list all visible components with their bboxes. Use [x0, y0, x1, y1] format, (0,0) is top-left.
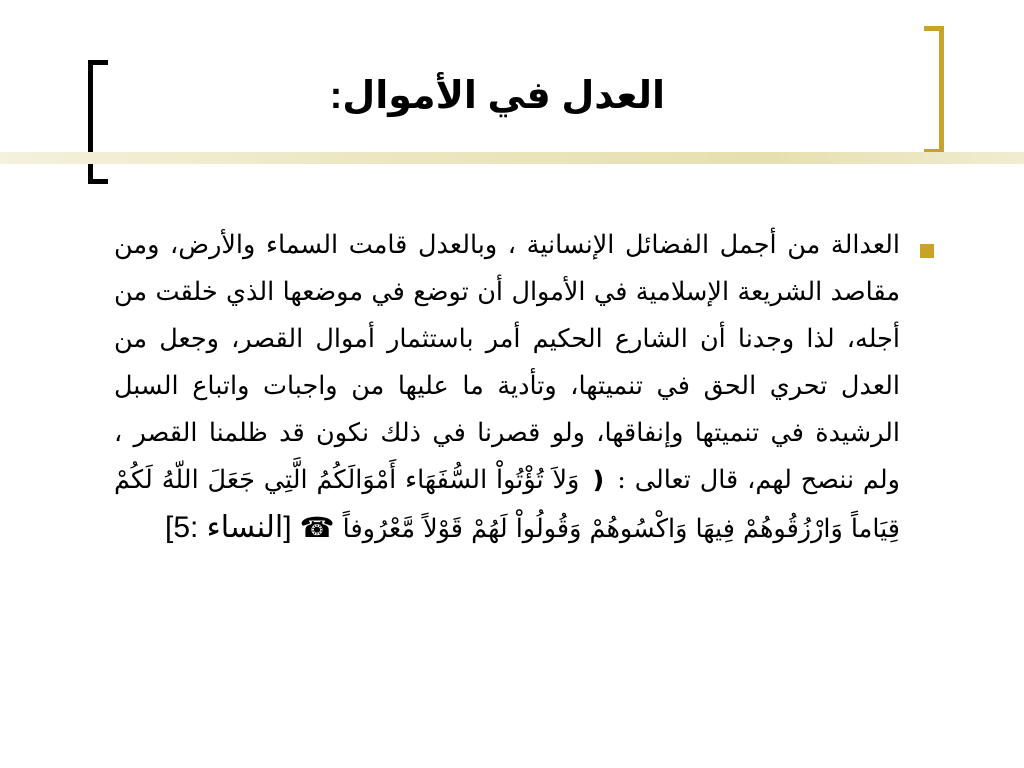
- telephone-icon: ☎: [299, 511, 335, 544]
- title-divider: [0, 152, 1024, 164]
- left-black-bracket: [88, 60, 108, 184]
- bullet-text-part1: العدالة من أجمل الفضائل الإنسانية ، وبالعدل قامت السماء والأرض، ومن مقاصد الشريعة الإسلامية في الأموال أن توضع في موضعها الذي خلقت من أجله، لذا وجدنا أن الشارع الحكيم أمر باستثمار أموال القصر، وجعل من العدل تحري الحق في تنميتها، وتأدية ما عليها من واجبات واتباع السبل الرشيدة في تنميتها وإنفاقها، ولو قصرنا في ذلك نكون قد ظلمنا القصر ، ولم ننصح لهم، قال تعالى :: [114, 230, 900, 495]
- quran-ornament-icon: ❪: [588, 466, 609, 494]
- quran-verse: وَلاَ تُؤْتُواْ السُّفَهَاء أَمْوَالَكُمُ الَّتِي جَعَلَ اللّهُ لَكُمْ قِيَاماً وَارْزُقُوهُمْ فِيهَا وَاكْسُوهُمْ وَقُولُواْ لَهُمْ قَوْلاً مَّعْرُوفاً: [114, 465, 900, 544]
- slide-content: [100, 222, 934, 553]
- verse-citation: [النساء :5]: [164, 511, 292, 544]
- bullet-item: [100, 222, 934, 553]
- bullet-text: [114, 222, 900, 553]
- right-gold-bracket: [924, 26, 944, 154]
- slide-title: العدل في الأموال:: [329, 75, 665, 117]
- bullet-square-icon: [920, 244, 934, 258]
